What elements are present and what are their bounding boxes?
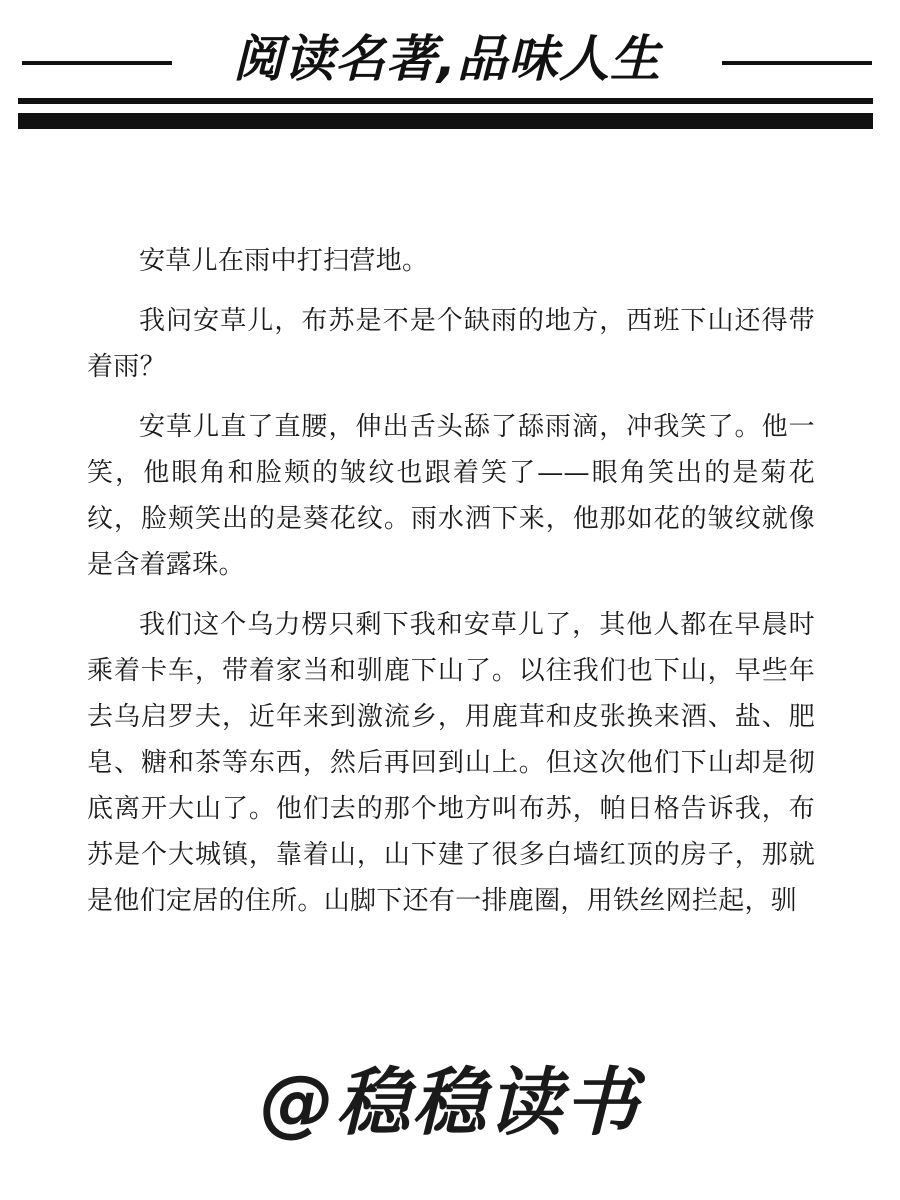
- paragraph: 我问安草儿，布苏是不是个缺雨的地方，西班下山还得带着雨？: [87, 306, 815, 382]
- author-signature: @稳稳读书: [260, 1060, 640, 1146]
- header-line-right: [722, 61, 872, 65]
- header-title: 阅读名著,品味人生: [233, 30, 661, 88]
- paragraph: 我们这个乌力楞只剩下我和安草儿了，其他人都在早晨时乘着卡车，带着家当和驯鹿下山了。以往我们也下山，早些年去乌启罗夫，近年来到激流乡，用鹿茸和皮张换来酒、盐、肥皂、糖和茶等东西，然后再回到山上。但这次他们下山却是彻底离开大山了。他们去的那个地方叫布苏，帕日格告诉我，布苏是个大城镇，靠着山，山下建了很多白墙红顶的房子，那就是他们定居的住所。山脚下还有一排鹿圈，用铁丝网拦起，驯: [87, 610, 815, 916]
- header-rule-thin: [18, 98, 873, 104]
- paragraph: 安草儿在雨中打扫营地。: [139, 246, 429, 276]
- header-line-left: [22, 61, 172, 65]
- article-body: [87, 238, 815, 938]
- paragraph: 安草儿直了直腰，伸出舌头舔了舔雨滴，冲我笑了。他一笑，他眼角和脸颊的皱纹也跟着笑了——眼角笑出的是菊花纹，脸颊笑出的是葵花纹。雨水洒下来，他那如花的皱纹就像是含着露珠。: [87, 412, 815, 580]
- page-header: [0, 0, 900, 140]
- header-rule-thick: [18, 113, 873, 129]
- page-footer: [0, 1055, 900, 1151]
